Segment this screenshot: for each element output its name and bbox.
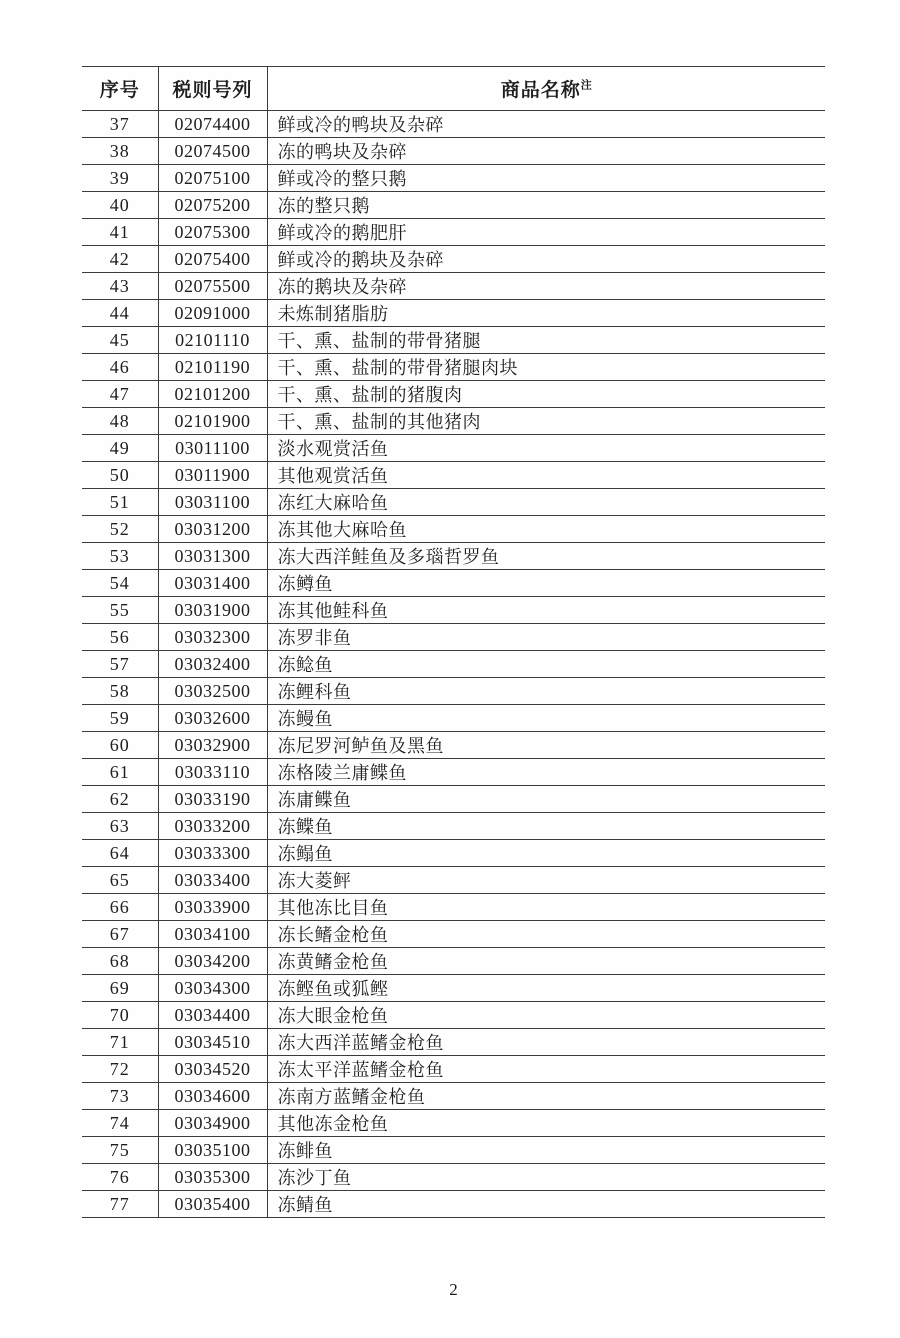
serial-number-cell: 43: [82, 273, 158, 300]
table-row: [82, 111, 825, 138]
product-name-cell: 鲜或冷的鸭块及杂碎: [267, 111, 825, 138]
tariff-code-cell: 03031900: [158, 597, 267, 624]
product-name-cell: 冻大菱鲆: [267, 867, 825, 894]
serial-number-cell: 42: [82, 246, 158, 273]
product-name-cell: 冻格陵兰庸鲽鱼: [267, 759, 825, 786]
table-row: [82, 678, 825, 705]
tariff-code-cell: 02101110: [158, 327, 267, 354]
tariff-code-cell: 02075400: [158, 246, 267, 273]
table-row: [82, 1164, 825, 1191]
tariff-code-cell: 03033300: [158, 840, 267, 867]
table-header: [82, 67, 825, 111]
serial-number-cell: 50: [82, 462, 158, 489]
serial-number-cell: 64: [82, 840, 158, 867]
product-name-cell: 其他观赏活鱼: [267, 462, 825, 489]
table-row: [82, 975, 825, 1002]
product-name-cell: 冻鲣鱼或狐鲣: [267, 975, 825, 1002]
serial-number-cell: 37: [82, 111, 158, 138]
table-row: [82, 489, 825, 516]
serial-number-cell: 70: [82, 1002, 158, 1029]
product-name-cell: 冻鲭鱼: [267, 1191, 825, 1218]
tariff-code-cell: 03034400: [158, 1002, 267, 1029]
product-name-cell: 冻太平洋蓝鳍金枪鱼: [267, 1056, 825, 1083]
serial-number-cell: 57: [82, 651, 158, 678]
tariff-code-cell: 03035300: [158, 1164, 267, 1191]
tariff-code-cell: 02101190: [158, 354, 267, 381]
product-name-cell: 干、熏、盐制的猪腹肉: [267, 381, 825, 408]
product-name-cell: 冻黄鳍金枪鱼: [267, 948, 825, 975]
table-row: [82, 138, 825, 165]
serial-number-cell: 59: [82, 705, 158, 732]
tariff-code-cell: 03033190: [158, 786, 267, 813]
serial-number-cell: 66: [82, 894, 158, 921]
table-row: [82, 1110, 825, 1137]
table-row: [82, 462, 825, 489]
tariff-code-cell: 03035400: [158, 1191, 267, 1218]
product-name-cell: 未炼制猪脂肪: [267, 300, 825, 327]
serial-number-cell: 45: [82, 327, 158, 354]
table-row: [82, 1083, 825, 1110]
serial-number-cell: 39: [82, 165, 158, 192]
serial-number-cell: 77: [82, 1191, 158, 1218]
tariff-code-cell: 03031300: [158, 543, 267, 570]
serial-number-cell: 48: [82, 408, 158, 435]
serial-number-cell: 69: [82, 975, 158, 1002]
table-row: [82, 1191, 825, 1218]
serial-number-cell: 76: [82, 1164, 158, 1191]
tariff-code-cell: 02091000: [158, 300, 267, 327]
product-name-cell: 冻尼罗河鲈鱼及黑鱼: [267, 732, 825, 759]
product-name-cell: 冻大西洋鲑鱼及多瑙哲罗鱼: [267, 543, 825, 570]
product-name-cell: 冻罗非鱼: [267, 624, 825, 651]
table-row: [82, 813, 825, 840]
serial-number-cell: 63: [82, 813, 158, 840]
tariff-code-cell: 03011100: [158, 435, 267, 462]
serial-number-cell: 65: [82, 867, 158, 894]
serial-number-cell: 51: [82, 489, 158, 516]
tariff-code-cell: 02101200: [158, 381, 267, 408]
tariff-code-cell: 03031100: [158, 489, 267, 516]
serial-number-cell: 71: [82, 1029, 158, 1056]
serial-number-cell: 58: [82, 678, 158, 705]
serial-number-cell: 62: [82, 786, 158, 813]
tariff-code-cell: 03033900: [158, 894, 267, 921]
tariff-code-cell: 03011900: [158, 462, 267, 489]
serial-number-cell: 75: [82, 1137, 158, 1164]
serial-number-cell: 47: [82, 381, 158, 408]
table-row: [82, 948, 825, 975]
tariff-code-cell: 03031400: [158, 570, 267, 597]
tariff-code-cell: 03033400: [158, 867, 267, 894]
product-name-cell: 其他冻比目鱼: [267, 894, 825, 921]
product-name-cell: 冻鲽鱼: [267, 813, 825, 840]
table-row: [82, 921, 825, 948]
serial-number-cell: 40: [82, 192, 158, 219]
product-name-cell: 冻南方蓝鳍金枪鱼: [267, 1083, 825, 1110]
table-row: [82, 597, 825, 624]
serial-number-cell: 61: [82, 759, 158, 786]
tariff-code-cell: 02074500: [158, 138, 267, 165]
product-name-cell: 冻鲶鱼: [267, 651, 825, 678]
table-row: [82, 192, 825, 219]
table-row: [82, 894, 825, 921]
table-row: [82, 1056, 825, 1083]
product-name-cell: 冻鳎鱼: [267, 840, 825, 867]
tariff-code-cell: 02075500: [158, 273, 267, 300]
serial-number-cell: 68: [82, 948, 158, 975]
product-name-cell: 鲜或冷的鹅块及杂碎: [267, 246, 825, 273]
table-row: [82, 624, 825, 651]
table-row: [82, 759, 825, 786]
tariff-code-cell: 03032600: [158, 705, 267, 732]
table-row: [82, 1137, 825, 1164]
table-row: [82, 381, 825, 408]
header-col-serial: 序号: [82, 67, 158, 111]
serial-number-cell: 53: [82, 543, 158, 570]
table-row: [82, 327, 825, 354]
product-name-cell: 冻鳗鱼: [267, 705, 825, 732]
product-name-cell: 冻其他大麻哈鱼: [267, 516, 825, 543]
table-row: [82, 732, 825, 759]
table-row: [82, 840, 825, 867]
table-row: [82, 300, 825, 327]
tariff-code-cell: 03033110: [158, 759, 267, 786]
tariff-table: [82, 66, 825, 1218]
tariff-code-cell: 02101900: [158, 408, 267, 435]
product-name-cell: 冻大西洋蓝鳍金枪鱼: [267, 1029, 825, 1056]
product-name-cell: 冻的鸭块及杂碎: [267, 138, 825, 165]
table-row: [82, 354, 825, 381]
product-name-cell: 冻鲱鱼: [267, 1137, 825, 1164]
serial-number-cell: 44: [82, 300, 158, 327]
table-row: [82, 705, 825, 732]
product-name-cell: 冻的鹅块及杂碎: [267, 273, 825, 300]
tariff-code-cell: 03034600: [158, 1083, 267, 1110]
table-row: [82, 246, 825, 273]
table-row: [82, 1002, 825, 1029]
tariff-code-cell: 03032900: [158, 732, 267, 759]
serial-number-cell: 55: [82, 597, 158, 624]
table-row: [82, 651, 825, 678]
table-row: [82, 435, 825, 462]
tariff-code-cell: 02074400: [158, 111, 267, 138]
tariff-code-cell: 03032500: [158, 678, 267, 705]
page-number: 2: [449, 1280, 458, 1299]
table-row: [82, 165, 825, 192]
product-name-cell: 冻鲤科鱼: [267, 678, 825, 705]
table-row: [82, 219, 825, 246]
table-row: [82, 273, 825, 300]
product-name-cell: 冻其他鲑科鱼: [267, 597, 825, 624]
tariff-code-cell: 03032400: [158, 651, 267, 678]
table-body: [82, 111, 825, 1218]
product-name-cell: 干、熏、盐制的带骨猪腿肉块: [267, 354, 825, 381]
tariff-code-cell: 03033200: [158, 813, 267, 840]
table-row: [82, 867, 825, 894]
tariff-code-cell: 03034100: [158, 921, 267, 948]
tariff-code-cell: 03032300: [158, 624, 267, 651]
header-col-tariff-code: 税则号列: [158, 67, 267, 111]
product-name-cell: 冻庸鲽鱼: [267, 786, 825, 813]
product-name-cell: 冻长鳍金枪鱼: [267, 921, 825, 948]
table-row: [82, 408, 825, 435]
tariff-code-cell: 02075200: [158, 192, 267, 219]
header-col-product-name: [267, 67, 825, 111]
header-product-name-label: 商品名称: [500, 80, 581, 101]
table-row: [82, 543, 825, 570]
tariff-code-cell: 03034200: [158, 948, 267, 975]
product-name-cell: 淡水观赏活鱼: [267, 435, 825, 462]
header-row: [82, 67, 825, 111]
product-name-cell: 冻沙丁鱼: [267, 1164, 825, 1191]
tariff-code-cell: 02075100: [158, 165, 267, 192]
tariff-code-cell: 03034510: [158, 1029, 267, 1056]
product-name-cell: 冻大眼金枪鱼: [267, 1002, 825, 1029]
serial-number-cell: 52: [82, 516, 158, 543]
serial-number-cell: 41: [82, 219, 158, 246]
table-row: [82, 786, 825, 813]
serial-number-cell: 56: [82, 624, 158, 651]
product-name-cell: 鲜或冷的整只鹅: [267, 165, 825, 192]
serial-number-cell: 74: [82, 1110, 158, 1137]
product-name-cell: 干、熏、盐制的其他猪肉: [267, 408, 825, 435]
table-row: [82, 516, 825, 543]
product-name-cell: 冻红大麻哈鱼: [267, 489, 825, 516]
serial-number-cell: 72: [82, 1056, 158, 1083]
serial-number-cell: 67: [82, 921, 158, 948]
table-row: [82, 570, 825, 597]
product-name-cell: 冻鳟鱼: [267, 570, 825, 597]
product-name-cell: 鲜或冷的鹅肥肝: [267, 219, 825, 246]
product-name-cell: 干、熏、盐制的带骨猪腿: [267, 327, 825, 354]
serial-number-cell: 73: [82, 1083, 158, 1110]
tariff-code-cell: 03031200: [158, 516, 267, 543]
tariff-code-cell: 03034900: [158, 1110, 267, 1137]
serial-number-cell: 38: [82, 138, 158, 165]
serial-number-cell: 54: [82, 570, 158, 597]
header-note-superscript: 注: [580, 79, 592, 92]
tariff-code-cell: 03034300: [158, 975, 267, 1002]
product-name-cell: 其他冻金枪鱼: [267, 1110, 825, 1137]
serial-number-cell: 49: [82, 435, 158, 462]
tariff-code-cell: 03035100: [158, 1137, 267, 1164]
tariff-code-cell: 03034520: [158, 1056, 267, 1083]
tariff-code-cell: 02075300: [158, 219, 267, 246]
serial-number-cell: 46: [82, 354, 158, 381]
table-row: [82, 1029, 825, 1056]
serial-number-cell: 60: [82, 732, 158, 759]
product-name-cell: 冻的整只鹅: [267, 192, 825, 219]
